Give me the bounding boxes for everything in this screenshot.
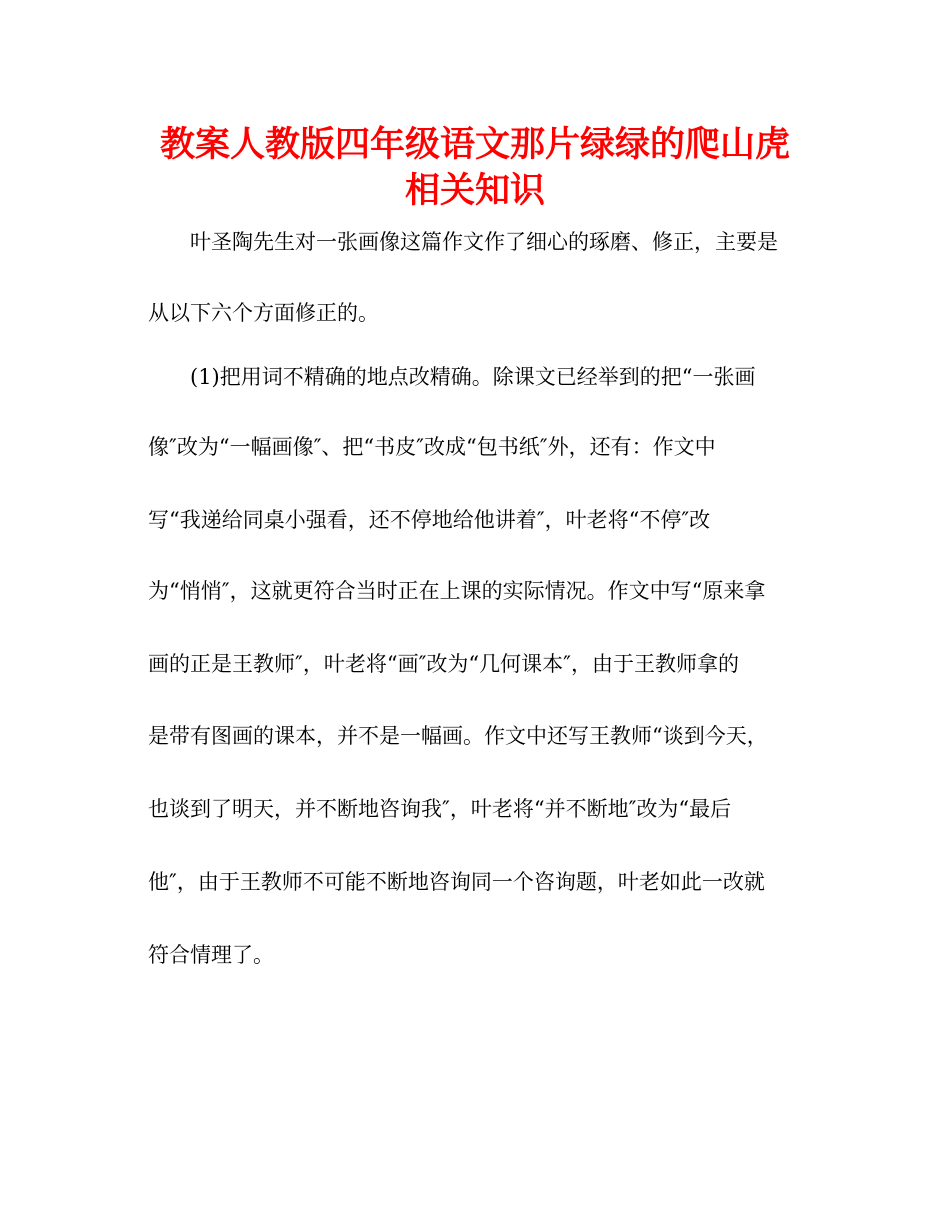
paragraph-2-line-1: (1)把用词不精确的地点改精确。除课文已经举到的把“一张画	[190, 365, 756, 389]
title-line-2: 相关知识	[404, 171, 545, 211]
paragraph-2-line-6: 是带有图画的课本，并不是一幅画。作文中还写王教师“谈到今天，	[148, 724, 768, 748]
paragraph-2-line-5: 画的正是王教师″，叶老将“画″改为“几何课本″，由于王教师拿的	[148, 652, 740, 676]
paragraph-2-line-2: 像″改为“一幅画像″、把“书皮″改成“包书纸″外，还有：作文中	[148, 435, 716, 459]
paragraph-2-line-8: 他″，由于王教师不可能不断地咨询同一个咨询题，叶老如此一改就	[148, 870, 765, 894]
paragraph-2-line-9: 符合情理了。	[148, 943, 274, 967]
paragraph-2-line-7: 也谈到了明天，并不断地咨询我″，叶老将“并不断地″改为“最后	[148, 797, 732, 821]
paragraph-2-line-4: 为“悄悄″，这就更符合当时正在上课的实际情况。作文中写“原来拿	[148, 579, 766, 603]
document-title	[120, 122, 830, 214]
title-line-1: 教案人教版四年级语文那片绿绿的爬山虎	[159, 125, 790, 165]
paragraph-1-line-2: 从以下六个方面修正的。	[148, 301, 379, 325]
paragraph-2-line-3: 写“我递给同桌小强看，还不停地给他讲着″，叶老将“不停″改	[148, 508, 711, 532]
paragraph-1-line-1: 叶圣陶先生对一张画像这篇作文作了细心的琢磨、修正，主要是	[190, 230, 778, 254]
